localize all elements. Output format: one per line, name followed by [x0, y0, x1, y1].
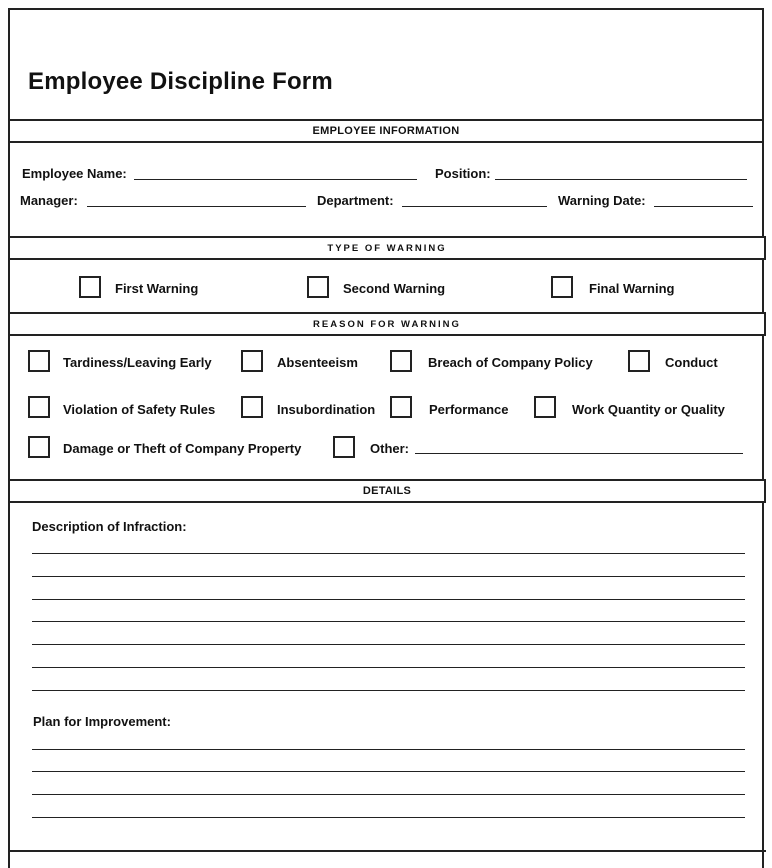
first-warning-checkbox[interactable]: [79, 276, 101, 298]
bottom-border: [8, 850, 766, 852]
description-line[interactable]: [32, 576, 745, 577]
section-header-details: DETAILS: [8, 479, 766, 503]
position-label: Position:: [435, 166, 491, 181]
second-warning-label: Second Warning: [343, 281, 446, 296]
warning-date-field[interactable]: [654, 206, 753, 207]
insubordination-checkbox[interactable]: [241, 396, 263, 418]
tardiness-label: Tardiness/Leaving Early: [63, 355, 212, 370]
description-line[interactable]: [32, 690, 745, 691]
damage-theft-label: Damage or Theft of Company Property: [63, 441, 302, 456]
breach-of-policy-checkbox[interactable]: [390, 350, 412, 372]
department-field[interactable]: [402, 206, 547, 207]
final-warning-label: Final Warning: [589, 281, 675, 296]
employee-name-field[interactable]: [134, 179, 417, 180]
description-label: Description of Infraction:: [32, 519, 187, 534]
description-line[interactable]: [32, 621, 745, 622]
plan-line[interactable]: [32, 794, 745, 795]
plan-line[interactable]: [32, 749, 745, 750]
section-header-type-of-warning: TYPE OF WARNING: [8, 236, 766, 260]
absenteeism-label: Absenteeism: [277, 355, 358, 370]
insubordination-label: Insubordination: [277, 402, 376, 417]
performance-checkbox[interactable]: [390, 396, 412, 418]
safety-rules-label: Violation of Safety Rules: [63, 402, 216, 417]
breach-of-policy-label: Breach of Company Policy: [428, 355, 593, 370]
conduct-label: Conduct: [665, 355, 718, 370]
final-warning-checkbox[interactable]: [551, 276, 573, 298]
second-warning-checkbox[interactable]: [307, 276, 329, 298]
plan-line[interactable]: [32, 817, 745, 818]
work-quantity-quality-label: Work Quantity or Quality: [572, 402, 725, 417]
form-title: Employee Discipline Form: [28, 68, 333, 95]
tardiness-checkbox[interactable]: [28, 350, 50, 372]
other-label: Other:: [370, 441, 409, 456]
performance-label: Performance: [429, 402, 509, 417]
manager-field[interactable]: [87, 206, 306, 207]
warning-date-label: Warning Date:: [558, 193, 646, 208]
description-line[interactable]: [32, 553, 745, 554]
section-header-employee-information: EMPLOYEE INFORMATION: [8, 119, 764, 143]
department-label: Department:: [317, 193, 394, 208]
description-line[interactable]: [32, 599, 745, 600]
conduct-checkbox[interactable]: [628, 350, 650, 372]
damage-theft-checkbox[interactable]: [28, 436, 50, 458]
work-quantity-quality-checkbox[interactable]: [534, 396, 556, 418]
other-checkbox[interactable]: [333, 436, 355, 458]
description-line[interactable]: [32, 644, 745, 645]
position-field[interactable]: [495, 179, 747, 180]
section-header-reason-for-warning: REASON FOR WARNING: [8, 312, 766, 336]
description-line[interactable]: [32, 667, 745, 668]
other-field[interactable]: [415, 453, 743, 454]
first-warning-label: First Warning: [115, 281, 199, 296]
safety-rules-checkbox[interactable]: [28, 396, 50, 418]
plan-label: Plan for Improvement:: [33, 714, 171, 729]
plan-line[interactable]: [32, 771, 745, 772]
employee-name-label: Employee Name:: [22, 166, 127, 181]
manager-label: Manager:: [20, 193, 78, 208]
absenteeism-checkbox[interactable]: [241, 350, 263, 372]
